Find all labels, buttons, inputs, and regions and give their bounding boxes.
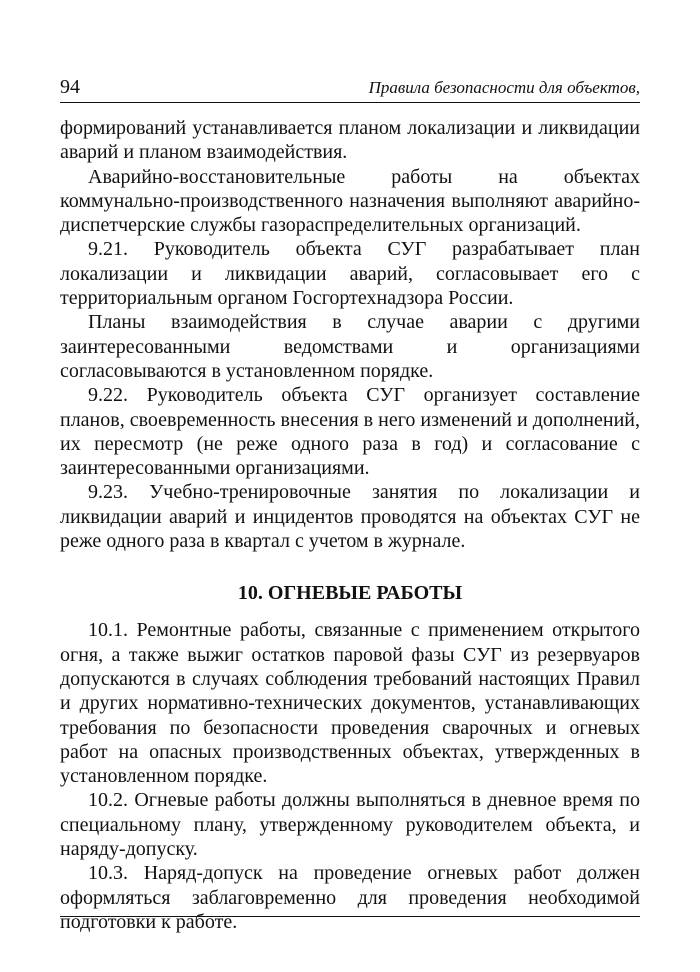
paragraph-continuation: формирований устанавливается планом локализации и ликвидации аварий и планом взаимодействия. (60, 117, 640, 164)
running-title: Правила безопасности для объектов, (368, 78, 640, 97)
page-number: 94 (60, 76, 80, 98)
paragraph-9-23: 9.23. Учебно-тренировочные занятия по локализации и ликвидации аварий и инцидентов проводятся на объектах СУГ не реже одного раза в квартал с учетом в журнале. (60, 481, 640, 553)
footer-rule (60, 916, 640, 917)
paragraph-9-22: 9.22. Руководитель объекта СУГ организует составление планов, своевременность внесения в него изменений и дополнений, их пересмотр (не реже одного раза в год) и согласование с заинтересованными организациями. (60, 384, 640, 480)
paragraph: Планы взаимодействия в случае аварии с другими заинтересованными ведомствами и организациями согласовываются в установленном порядке. (60, 311, 640, 382)
paragraph: Аварийно-восстановительные работы на объектах коммунально-производственного назначения выполняют аварийно-диспетчерские службы газораспределительных организаций. (60, 165, 640, 237)
body-text (60, 116, 640, 934)
paragraph-9-21: 9.21. Руководитель объекта СУГ разрабатывает план локализации и ликвидации аварий, согласовывает его с территориальным органом Госгортехнадзора России. (60, 238, 640, 310)
paragraph-10-3: 10.3. Наряд-допуск на проведение огневых работ должен оформляться заблаговременно для проведения необходимой подготовки к работе. (60, 862, 640, 933)
paragraph-10-2: 10.2. Огневые работы должны выполняться в дневное время по специальному плану, утвержденному руководителем объекта, и наряду-допуску. (60, 789, 640, 861)
paragraph-10-1: 10.1. Ремонтные работы, связанные с применением открытого огня, а также выжиг остатков паровой фазы СУГ из резервуаров допускаются в случаях соблюдения требований настоящих Правил и других нормативно-технических документов, устанавливающих требования по безопасности проведения сварочных и огневых работ на опасных производственных объектах, утвержденных в установленном порядке. (60, 619, 640, 788)
section-heading: 10. ОГНЕВЫЕ РАБОТЫ (237, 582, 463, 605)
page-header (60, 74, 640, 103)
